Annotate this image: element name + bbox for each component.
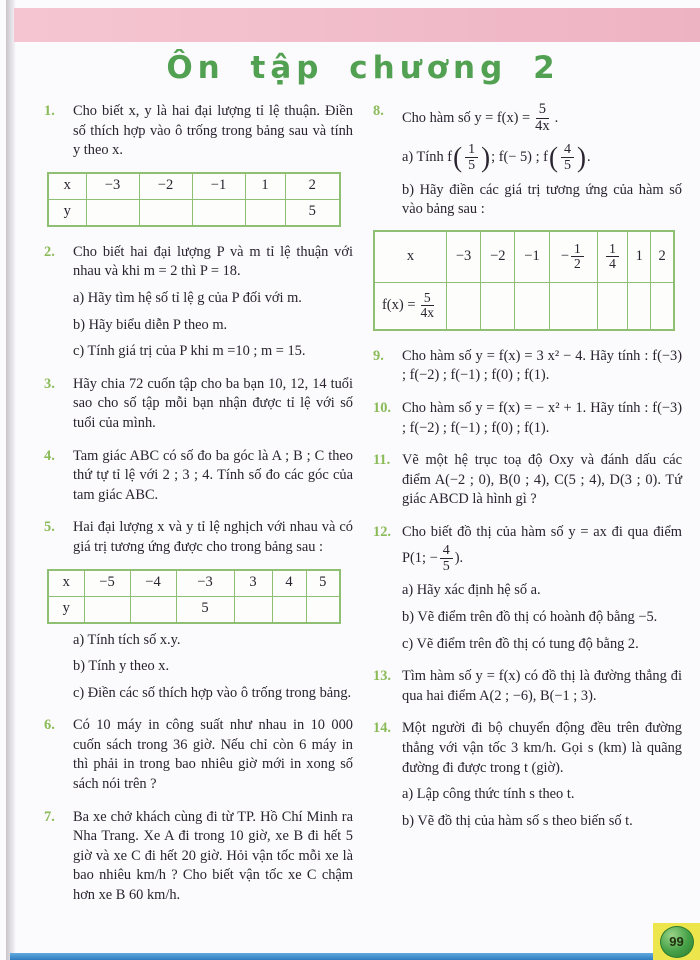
page-gutter-shadow [6, 0, 16, 960]
page-content [44, 50, 682, 919]
problem-text: Cho hàm số y = f(x) = − x² + 1. Hãy tính : f(−3) ; f(−2) ; f(−1) ; f(0) ; f(1). [402, 400, 682, 436]
fraction: $\frac{1}{4}$ [606, 242, 619, 273]
problem-number: 2. [44, 243, 55, 260]
problem-8 [373, 102, 682, 334]
problem-number: 14. [373, 720, 391, 737]
problem-text: Hãy chia 72 cuốn tập cho ba bạn 10, 12, 14 tuổi sao cho số tập mỗi bạn nhận được tỉ lệ với số tuổi của mình. [73, 375, 353, 431]
fraction: $\frac{4}{5}$ [561, 142, 574, 174]
problem-number: 9. [373, 347, 384, 364]
table-row [374, 282, 674, 330]
table-cell [139, 199, 192, 226]
problem-text: Một người đi bộ chuyển động đều trên đường thẳng với vận tốc 3 km/h. Gọi s (km) là quãng đường đi được trong t (giờ). [402, 720, 682, 776]
table-problem-1 [47, 172, 341, 227]
table-cell: y [48, 199, 86, 226]
problem-text: Vẽ một hệ trục toạ độ Oxy và đánh dấu các điểm A(−2 ; 0), B(0 ; 4), C(5 ; 4), D(3 ; 0). Tứ giác ABCD là hình gì ? [402, 452, 682, 508]
problem-text: Cho hàm số y = f(x) = $\frac{5}{4x}$ . [402, 101, 559, 134]
problem-number: 4. [44, 447, 55, 464]
table-row [48, 570, 340, 597]
problem-7 [44, 808, 353, 906]
problem-number: 3. [44, 375, 55, 392]
column-left [44, 102, 353, 919]
table-cell [515, 282, 549, 330]
table-cell [234, 596, 272, 623]
table-cell [481, 282, 515, 330]
table-cell [192, 199, 245, 226]
column-right [373, 102, 682, 919]
table-cell: f(x) = $\frac{5}{4x}$ [374, 282, 446, 330]
problem-number: 5. [44, 519, 55, 536]
subitem-a: a) Tính f ( $\frac{1}{5}$ ) ; f(− 5) ; f ( $\frac{4}{5}$ ) . [402, 141, 591, 174]
subitem-c: c) Vẽ điểm trên đồ thị có tung độ bằng 2. [402, 635, 639, 652]
table-cell: −1 [515, 231, 549, 283]
subitem-c: c) Tính giá trị của P khi m =10 ; m = 15. [73, 343, 306, 360]
page-number-badge [653, 923, 700, 960]
table-cell: −2 [481, 231, 515, 283]
problem-text: Cho biết đồ thị của hàm số y = ax đi qua điểm P(1; − [402, 524, 682, 566]
problem-text: Cho hàm số y = f(x) = 3 x² − 4. Hãy tính : f(−3) ; f(−2) ; f(−1) ; f(0) ; f(1). [402, 347, 682, 384]
table-cell: −1 [192, 173, 245, 200]
problem-12: 12. Cho biết đồ thị của hàm số y = ax đi qua điểm P(1; − $\frac{4}{5}$ ). a) Hãy xác định hệ số a. b) Vẽ điểm trên đồ thị có hoành độ bằng −5. c) Vẽ điểm trên đồ thị có tung độ bằng 2. [373, 523, 682, 654]
table-row [48, 173, 340, 200]
table-cell: 1 [628, 231, 651, 283]
problem-number: 8. [373, 103, 384, 119]
table-cell [628, 282, 651, 330]
subitem-a: a) Tính tích số x.y. [73, 631, 181, 648]
subitem-b: b) Tính y theo x. [73, 658, 170, 675]
problem-10 [373, 399, 682, 438]
problem-number: 6. [44, 717, 55, 734]
subitem-a: a) Hãy xác định hệ số a. [402, 582, 541, 599]
table-cell [86, 199, 139, 226]
table-cell: 2 [285, 173, 340, 200]
table-cell [272, 596, 306, 623]
table-cell [245, 199, 285, 226]
subitem-a: a) Lập công thức tính s theo t. [402, 786, 575, 803]
subitem-b: b) Hãy biểu diễn P theo m. [73, 316, 228, 333]
bottom-blue-strip [10, 953, 700, 960]
problem-number: 12. [373, 524, 391, 540]
table-cell: −5 [84, 570, 130, 597]
subitem-c: c) Điền các số thích hợp vào ô trống trong bảng. [73, 684, 352, 701]
problem-13 [373, 667, 682, 706]
table-cell: 5 [306, 570, 340, 597]
table-row [374, 231, 674, 283]
table-cell: −3 [86, 173, 139, 200]
problem-number: 10. [373, 400, 391, 417]
problem-11 [373, 451, 682, 510]
fraction: $\frac{4}{5}$ [440, 543, 453, 575]
problem-text: Ba xe chở khách cùng đi từ TP. Hồ Chí Minh ra Nha Trang. Xe A đi trong 10 giờ, xe B đi hết 5 giờ và xe C đi hết 20 giờ. Hỏi vận tốc mỗi xe là bao nhiêu km/h ? Cho biết vận tốc xe C chậm hơn xe B 60 km/h. [73, 808, 353, 904]
subitem-a: a) Hãy tìm hệ số tỉ lệ g của P đối với m. [73, 289, 302, 306]
table-cell [597, 282, 627, 330]
problem-text: Tam giác ABC có số đo ba góc là A ; B ; C theo thứ tự tỉ lệ với 2 ; 3 ; 4. Tính số đo các góc của tam giác ABC. [73, 447, 353, 503]
problem-3 [44, 375, 353, 434]
problem-4 [44, 447, 353, 506]
problem-1 [44, 102, 353, 230]
left-paren: ( [453, 141, 463, 173]
page-title: Ôn tập chương 2 [166, 50, 560, 86]
table-cell: x [48, 570, 84, 597]
problem-text: Cho biết hai đại lượng P và m tỉ lệ thuận với nhau và khi m = 2 thì P = 18. [73, 243, 353, 280]
table-cell: −3 [176, 570, 234, 597]
table-row [48, 596, 340, 623]
page-number: 99 [669, 934, 684, 949]
problem-2 [44, 243, 353, 362]
table-cell: −2 [139, 173, 192, 200]
problem-5 [44, 518, 353, 703]
problem-9 [373, 347, 682, 386]
problem-text: Cho biết x, y là hai đại lượng tỉ lệ thuận. Điền số thích hợp vào ô trống trong bảng sau và tính y theo x. [73, 103, 353, 159]
table-problem-8 [373, 230, 675, 331]
fraction: $\frac{1}{5}$ [465, 142, 478, 174]
table-cell [446, 282, 480, 330]
problem-text: Hai đại lượng x và y tỉ lệ nghịch với nhau và có giá trị tương ứng được cho trong bảng sau : [73, 519, 353, 555]
right-paren: ) [481, 141, 491, 173]
table-row [48, 199, 340, 226]
table-cell [84, 596, 130, 623]
left-paren: ( [548, 141, 558, 173]
subitem-b: b) Hãy điền các giá trị tương ứng của hàm số vào bảng sau : [402, 181, 682, 218]
subitem-b: b) Vẽ điểm trên đồ thị có hoành độ bằng −5. [402, 608, 658, 625]
table-cell: −3 [446, 231, 480, 283]
table-cell: 3 [234, 570, 272, 597]
table-cell [130, 596, 176, 623]
table-cell: −4 [130, 570, 176, 597]
fraction: $\frac{5}{4x}$ [420, 289, 434, 321]
problem-14 [373, 719, 682, 831]
table-cell: 5 [176, 596, 234, 623]
subitem-b: b) Vẽ đồ thị của hàm số s theo biến số t. [402, 812, 633, 829]
table-cell: 4 [272, 570, 306, 597]
problem-number: 13. [373, 668, 391, 685]
table-cell [597, 231, 627, 283]
fraction: $\frac{5}{4x}$ [535, 101, 550, 134]
table-cell: x [374, 231, 446, 283]
table-cell: 5 [285, 199, 340, 226]
table-cell: x [48, 173, 86, 200]
problem-number: 11. [373, 452, 391, 469]
table-cell: y [48, 596, 84, 623]
page-number-circle [660, 926, 694, 958]
table-problem-5 [47, 569, 341, 624]
problem-6 [44, 716, 353, 794]
top-pink-band [14, 8, 700, 42]
problem-number: 7. [44, 808, 55, 825]
table-cell [306, 596, 340, 623]
table-cell: 2 [651, 231, 674, 283]
table-cell [651, 282, 674, 330]
table-cell: 1 [245, 173, 285, 200]
problem-number: 1. [44, 103, 55, 119]
fraction: $\frac{1}{2}$ [571, 242, 584, 273]
problem-text: Tìm hàm số y = f(x) có đồ thị là đường thẳng đi qua hai điểm A(2 ; −6), B(−1 ; 3). [402, 668, 682, 704]
table-cell: − $\frac{1}{2}$ [549, 231, 597, 283]
table-cell [549, 282, 597, 330]
problem-text: Có 10 máy in công suất như nhau in 10 000 cuốn sách trong 36 giờ. Nếu chỉ còn 6 máy in thì phải in trong bao nhiêu giờ mới in xong số sách nói trên ? [73, 717, 353, 793]
right-paren: ) [576, 141, 586, 173]
